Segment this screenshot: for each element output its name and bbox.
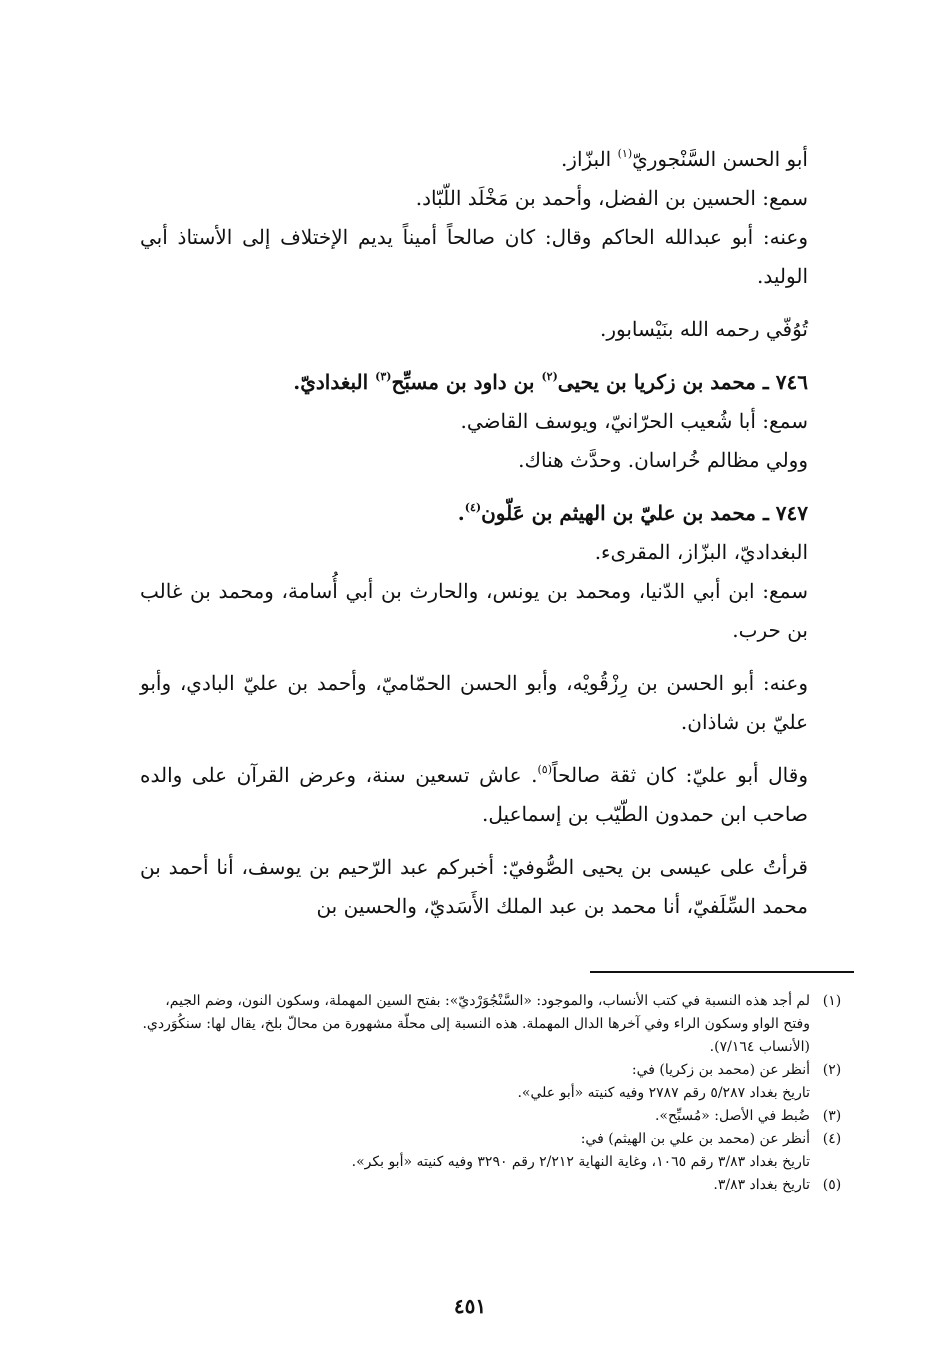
footnote-number: (٥) [822,1177,842,1193]
footnote-number: (٤) [822,1131,842,1147]
footnote-1 [140,990,854,1059]
footnote-ref-3: (٣) [375,370,392,383]
paragraph-11: قرأتُ على عيسى بن يحيى الصُّوفيّ: أخبركم عبد الرّحيم بن يوسف، أنا أحمد بن محمد السِّلَفيّ، أنا محمد بن عبد الملك الأَسَديّ، والحسين بن [140,855,808,918]
footnote-number: (١) [822,993,842,1009]
paragraph-2: سمع: الحسين بن الفضل، وأحمد بن مَخْلَد اللّبّاد. [415,186,808,210]
footnote-4 [140,1128,854,1174]
footnote-text: ضُبط في الأصل: «مُسبِّح». [654,1108,810,1124]
footnote-number: (٢) [822,1062,842,1078]
footnote-ref-2: (٢) [541,370,558,383]
paragraph-5: سمع: أبا شُعيب الحرّانيّ، ويوسف القاضي. [460,409,808,433]
entry-746-title: ٧٤٦ ـ محمد بن زكريا بن يحيى$^{(٢)}$ بن داود بن مسبِّح$^{(٣)}$ البغداديّ. [293,370,808,394]
page-number: ٤٥١ [453,1294,487,1318]
paragraph-6: وولي مظالم خُراسان. وحدَّث هناك. [518,448,808,472]
footnote-number: (٣) [822,1108,842,1124]
main-text [140,140,854,926]
footnote-5 [140,1174,854,1197]
footnote-2 [140,1059,854,1105]
paragraph-8: سمع: ابن أبي الدّنيا، ومحمد بن يونس، والحارث بن أبي أُسامة، ومحمد بن غالب بن حرب. [140,579,808,642]
paragraph-10: وقال أبو عليّ: كان ثقة صالحاً$^{(٥)}$. عاش تسعين سنة، وعرض القرآن على والده صاحب ابن حمدون الطّيّب بن إسماعيل. [140,763,808,826]
paragraph-7: البغداديّ، البزّاز، المقرىء. [594,540,808,564]
paragraph-4: تُوُفّي رحمه الله بنَيْسابور. [600,317,808,341]
paragraph-9: وعنه: أبو الحسن بن رِزْقُويْه، وأبو الحسن الحمّاميّ، وأحمد بن عليّ البادي، وأبو عليّ بن شاذان. [140,671,808,734]
footnote-text: تاريخ بغداد ٥/٢٨٧ رقم ٢٧٨٧ وفيه كنيته «أبو علي». [517,1085,810,1101]
footnote-ref-5: (٥) [537,763,552,776]
footnote-text: أنظر عن (محمد بن علي بن الهيثم) في: [580,1131,810,1147]
footnotes [140,990,854,1197]
footnote-text: أنظر عن (محمد بن زكريا) في: [631,1062,810,1078]
footnote-3 [140,1105,854,1128]
footnote-text: تاريخ بغداد ٣/٨٣. [713,1177,810,1193]
footnote-text: تاريخ بغداد ٣/٨٣ رقم ١٠٦٥، وغاية النهاية ٢/٢١٢ رقم ٣٢٩٠ وفيه كنيته «أبو بكر». [351,1154,810,1170]
paragraph-1: أبو الحسن السَّنْجوريّ$^{(١)}$ البزّاز. [560,147,808,171]
footnote-separator [590,971,854,973]
paragraph-3: وعنه: أبو عبدالله الحاكم وقال: كان صالحاً أميناً يديم الإختلاف إلى الأستاذ أبي الوليد. [140,225,808,288]
entry-747-title: ٧٤٧ ـ محمد بن عليّ بن الهيثم بن عَلّون$^{(٤)}$. [457,501,808,525]
footnote-ref-1: (١) [617,147,633,160]
footnote-text: لم أجد هذه النسبة في كتب الأنساب، والموجود: «السَّنْجُوَرْديّ»: بفتح السين المهملة، وسكون النون، وضم الجيم، وفتح الواو وسكون الراء وفي آخرها الدال المهملة. هذه النسبة إلى محلّة مشهورة من محالّ بلخ، يقال لها: سنكُوَردي. (الأنساب ٧/١٦٤). [142,993,810,1055]
footnote-ref-4: (٤) [464,501,482,514]
